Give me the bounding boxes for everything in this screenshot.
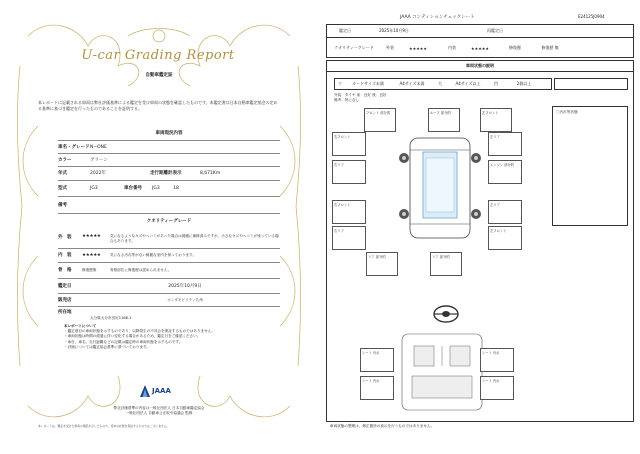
legend-text: 2個以上 bbox=[516, 81, 532, 86]
vehicle-section-heading: 車両現況内容 bbox=[155, 131, 183, 136]
notes-label: 備考 bbox=[58, 203, 67, 208]
grade-stars: 修復歴無 bbox=[82, 267, 97, 272]
cert-date-row bbox=[58, 283, 280, 289]
color-label: カラー bbox=[58, 158, 72, 163]
bottom-note: 本レポートは、鑑定を受けた車両の現況を示したもので、将来の状態を保証するものではございません。 bbox=[38, 424, 170, 428]
grade-label: 骨 格 bbox=[58, 268, 72, 273]
dealer-label: 販売店 bbox=[58, 298, 72, 303]
grading-report-page bbox=[0, 0, 318, 454]
frame-value: 修復歴 無 bbox=[541, 45, 559, 50]
footer-line: 弊社評価基準の内容は一般社団法人 日本自動車鑑定協会 bbox=[113, 406, 205, 410]
grade-label: 内 装 bbox=[58, 253, 72, 258]
note-item: ・車両状態は時間の経過に伴い変化する場合があるため、鑑定日をご確認ください。 bbox=[64, 334, 201, 339]
ext-label: 外装 bbox=[386, 45, 394, 50]
mileage-label: 走行距離計表示 bbox=[150, 171, 182, 176]
remark-line: 外装：タイヤ 前：良好 後：良好 bbox=[334, 93, 387, 97]
note-item: ・評価については鑑定協会基準に基づいております。 bbox=[64, 344, 150, 349]
damage-box bbox=[364, 108, 396, 132]
divider bbox=[58, 180, 280, 181]
damage-label: 左フロント bbox=[490, 229, 507, 233]
dealer-value: ホンダモビリティ九州 bbox=[167, 297, 203, 302]
grade-row-interior bbox=[58, 252, 280, 258]
damage-box bbox=[332, 226, 366, 250]
damage-label: リア 部分的 bbox=[432, 255, 450, 259]
legend-symbol: ウ bbox=[338, 81, 342, 86]
damage-box bbox=[480, 108, 512, 132]
re-date-label: 再鑑定日 bbox=[487, 28, 503, 33]
cert-date-label: 鑑定日 bbox=[58, 284, 72, 289]
year-label: 年式 bbox=[58, 171, 67, 176]
damage-label: 右フロント bbox=[334, 135, 351, 139]
date-value: 2025年10月9日 bbox=[379, 28, 409, 33]
inside-notes-box bbox=[552, 106, 628, 226]
steering-wheel-icon bbox=[432, 304, 460, 324]
interior-damage-box bbox=[480, 376, 514, 400]
divider bbox=[58, 293, 280, 294]
grade-label: 外 装 bbox=[58, 235, 72, 240]
color-row bbox=[58, 157, 108, 163]
grade-desc: 気になる汚れ等がない綺麗な室内を保っております。 bbox=[110, 252, 196, 257]
model-label: 型式 bbox=[58, 186, 67, 191]
damage-label: ルーフ 部分的 bbox=[430, 111, 451, 115]
damage-box bbox=[332, 160, 366, 184]
interior-damage-box bbox=[360, 348, 394, 372]
grade-row-frame bbox=[58, 267, 280, 273]
damage-label: 右リア bbox=[334, 163, 344, 167]
sheet-code: E24125J0904 bbox=[578, 14, 605, 19]
grade-desc: 気になるようなキズやヘコミがあった場合は綺麗に補修済みですが、小さなキズやヘコミが残っている場合もあります。 bbox=[110, 234, 279, 243]
intro-text: 本レポートに記載される車両は弊社評価基準による鑑定を受け車両の状態を確認したものです。本鑑定書は日本自動車鑑定協会の定める基準に基づき鑑定を行ったものであることを証明する。 bbox=[38, 100, 278, 111]
right-box bbox=[554, 78, 628, 90]
issuer-footer bbox=[0, 406, 318, 416]
damage-label: 右リア bbox=[334, 229, 344, 233]
year-value: 2022年 bbox=[90, 171, 106, 176]
grade-desc: 骨格部位に修復歴は認められません。 bbox=[110, 267, 172, 272]
damage-label: 右フロント bbox=[334, 203, 351, 207]
report-title: U-car Grading Report bbox=[81, 48, 235, 63]
sheet-footer-note: 車両状態の整理は、修正箇所の表示を行うものではありません。 bbox=[330, 424, 435, 428]
legend-symbol: 大 bbox=[438, 81, 442, 86]
address-row bbox=[58, 309, 280, 315]
damage-label: シート 汚れ bbox=[482, 351, 500, 355]
int-label: 内装 bbox=[448, 45, 456, 50]
inside-note-label: 〇汚れ等状態 bbox=[556, 110, 578, 114]
damage-label: シート 汚れ bbox=[362, 351, 380, 355]
damage-label: エンジン 部分的 bbox=[490, 163, 514, 167]
damage-label: 左フロント bbox=[482, 111, 499, 115]
damage-label: シート 汚れ bbox=[482, 379, 500, 383]
jaaa-logo-mark bbox=[140, 385, 150, 397]
model-row bbox=[58, 185, 179, 191]
divider bbox=[58, 262, 280, 263]
damage-box bbox=[332, 132, 366, 156]
frame-label: 修復歴 bbox=[509, 45, 521, 50]
damage-box bbox=[428, 108, 460, 132]
divider bbox=[58, 153, 280, 154]
damage-box bbox=[488, 226, 522, 250]
grade-stars: ★★★★★ bbox=[82, 252, 101, 258]
color-value: グリーン bbox=[90, 158, 108, 163]
damage-box bbox=[488, 160, 522, 184]
interior-damage-box bbox=[360, 376, 394, 400]
interior-diagram bbox=[392, 330, 492, 414]
damage-box bbox=[488, 132, 522, 156]
name-label: 車名・グレード bbox=[58, 145, 90, 150]
condition-check-sheet bbox=[320, 0, 640, 454]
divider bbox=[58, 140, 280, 141]
name-value: N−ONE bbox=[90, 144, 107, 150]
qgrade-label: クオリティーグレード bbox=[334, 45, 374, 50]
damage-box bbox=[332, 200, 366, 224]
grade-stars: ★★★★★ bbox=[82, 234, 101, 239]
status-heading: 車両状態の説明 bbox=[326, 60, 634, 72]
grade-row-exterior bbox=[58, 234, 280, 244]
divider bbox=[58, 306, 280, 307]
frame-no-label: 車台番号 bbox=[124, 186, 142, 191]
damage-box bbox=[366, 252, 398, 276]
frame-no-value: JG3 18 bbox=[152, 186, 179, 191]
quality-section-heading: クオリティーグレード bbox=[146, 219, 192, 224]
legend-text: A4サイズ以上 bbox=[455, 81, 481, 86]
remark-line: 備考：特になし bbox=[334, 98, 360, 102]
name-row bbox=[58, 144, 107, 150]
notes-heading: 本レポートについて bbox=[64, 324, 97, 328]
damage-label: フロント 部分的 bbox=[366, 111, 391, 115]
legend-symbol: 凹 bbox=[494, 81, 498, 86]
jaaa-logo-text: JAAA bbox=[152, 387, 171, 395]
dealer-row bbox=[58, 297, 280, 303]
jaaa-logo bbox=[140, 384, 180, 398]
interior-damage-box bbox=[480, 348, 514, 372]
note-item: ・鑑定項目の車両状態を示すものであり、以降発生の不具合を保証するものではありません。 bbox=[64, 329, 216, 334]
notes-row bbox=[58, 202, 90, 208]
note-item: ・車台、車名、走行距離などの記載は鑑定時の車両状態を示すものです。 bbox=[64, 339, 183, 344]
damage-box bbox=[488, 200, 522, 224]
divider bbox=[58, 248, 280, 249]
footer-line: 一般社団法人 自動車公正取引協議会 監修 bbox=[125, 411, 193, 415]
address-value: 大分県大分市田尻1166-1 bbox=[90, 316, 132, 320]
report-notes bbox=[64, 324, 274, 350]
divider bbox=[58, 196, 280, 197]
mileage-value: 8,671Km bbox=[200, 170, 221, 176]
damage-label: リア 部分的 bbox=[368, 255, 386, 259]
car-top-view-diagram bbox=[390, 128, 500, 254]
date-label: 鑑定日 bbox=[339, 28, 351, 33]
address-label: 所在地 bbox=[58, 310, 72, 315]
damage-box bbox=[430, 252, 462, 276]
damage-label: 左リア bbox=[490, 135, 500, 139]
cert-date-value: 2025年10月9日 bbox=[168, 284, 202, 289]
int-stars: ★★★★★ bbox=[471, 45, 489, 51]
ext-stars: ★★★★★ bbox=[409, 45, 427, 51]
damage-label: シート 汚れ bbox=[362, 379, 380, 383]
divider bbox=[58, 278, 280, 279]
model-value: JG3 bbox=[90, 185, 98, 191]
sheet-title: JAAA コンディションチェックシート bbox=[400, 15, 475, 20]
damage-label: 左リア bbox=[490, 203, 500, 207]
report-subtitle: 自動車鑑定証 bbox=[145, 73, 173, 78]
divider bbox=[58, 213, 280, 214]
divider bbox=[58, 166, 280, 167]
year-row bbox=[58, 170, 220, 176]
legend-text: カードサイズ未満 bbox=[352, 81, 384, 86]
legend-text: A4サイズ未満 bbox=[399, 81, 425, 86]
